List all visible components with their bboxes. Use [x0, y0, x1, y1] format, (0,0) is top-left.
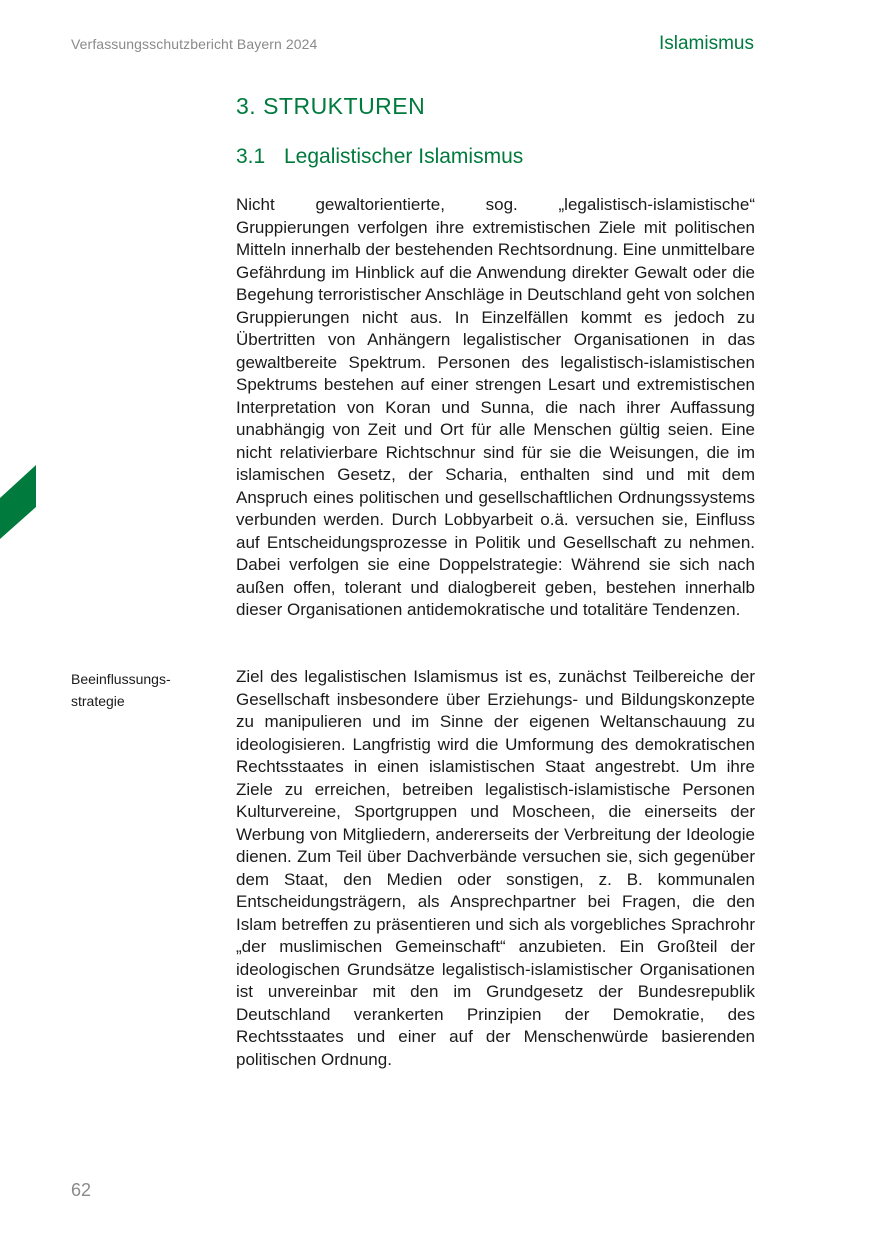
body-paragraph-2: Ziel des legalistischen Islamismus ist es, zunächst Teilbereiche der Gesellschaft insbesondere über Erziehungs- und Bildungskonzepte zu manipulieren und im Sinne der eigenen Weltanschauung zu ideologisieren. Langfristig wird die Umformung des demokratischen Rechtsstaates in einen islamistischen Staat angestrebt. Um ihre Ziele zu erreichen, betreiben legalistisch-islamistische Personen Kulturvereine, Sportgruppen und Moscheen, die einerseits der Werbung von Mitgliedern, andererseits der Verbreitung der Ideologie dienen. Zum Teil über Dachverbände versuchen sie, sich gegenüber dem Staat, den Medien oder sonstigen, z. B. kommunalen Entscheidungsträgern, als Ansprechpartner bei Fragen, die den Islam betreffen zu präsentieren und sich als vorgebliches Sprachrohr „der muslimischen Gemeinschaft“ anzubieten. Ein Großteil der ideologischen Grundsätze legalistisch-islamistischer Organisationen ist unvereinbar mit den im Grundgesetz der Bundesrepublik Deutschland verankerten Prinzipien der Demokratie, des Rechtsstaates und einer auf der Menschenwürde basierenden politischen Ordnung. — [236, 667, 755, 1069]
section-number: 3.1 — [236, 145, 266, 168]
section-title: Legalistischer Islamismus — [284, 145, 524, 168]
margin-note — [71, 668, 211, 712]
chapter-heading: 3. STRUKTUREN — [236, 93, 426, 119]
section-tag: Islamismus — [658, 33, 754, 54]
section-heading — [236, 145, 523, 169]
running-header-title: Verfassungsschutzbericht Bayern 2024 — [71, 36, 318, 52]
page-number: 62 — [71, 1180, 92, 1200]
body-paragraph-1: Nicht gewaltorientierte, sog. „legalistisch-islamistische“ Gruppierungen verfolgen ihre extremistischen Ziele mit politischen Mitteln innerhalb der bestehenden Rechtsordnung. Eine unmittelbare Gefährdung im Hinblick auf die Anwendung direkter Gewalt oder die Begehung terroristischer Anschläge in Deutschland geht von solchen Gruppierungen nicht aus. In Einzelfällen kommt es jedoch zu Übertritten von Anhängern legalistischer Organisationen in das gewaltbereite Spektrum. Personen des legalistisch-islamistischen Spektrums bestehen auf einer strengen Lesart und extremistischen Interpretation von Koran und Sunna, die nach ihrer Auffassung unabhängig von Zeit und Ort für alle Menschen gültig seien. Eine nicht relativierbare Richtschnur sind für sie die Weisungen, die im islamischen Gesetz, der Scharia, enthalten sind und mit dem Anspruch eines politischen und gesellschaftlichen Ordnungssystems verbunden werden. Durch Lobbyarbeit o.ä. versuchen sie, Einfluss auf Entscheidungsprozesse in Politik und Gesellschaft zu nehmen. Dabei verfolgen sie eine Doppelstrategie: Während sie sich nach außen offen, tolerant und dialogbereit geben, bestehen innerhalb dieser Organisationen antidemokratische und totalitäre Tendenzen. — [236, 195, 755, 619]
side-thumb-marker — [0, 465, 36, 539]
margin-note-text: Beeinflussungs- strategie — [71, 671, 171, 709]
